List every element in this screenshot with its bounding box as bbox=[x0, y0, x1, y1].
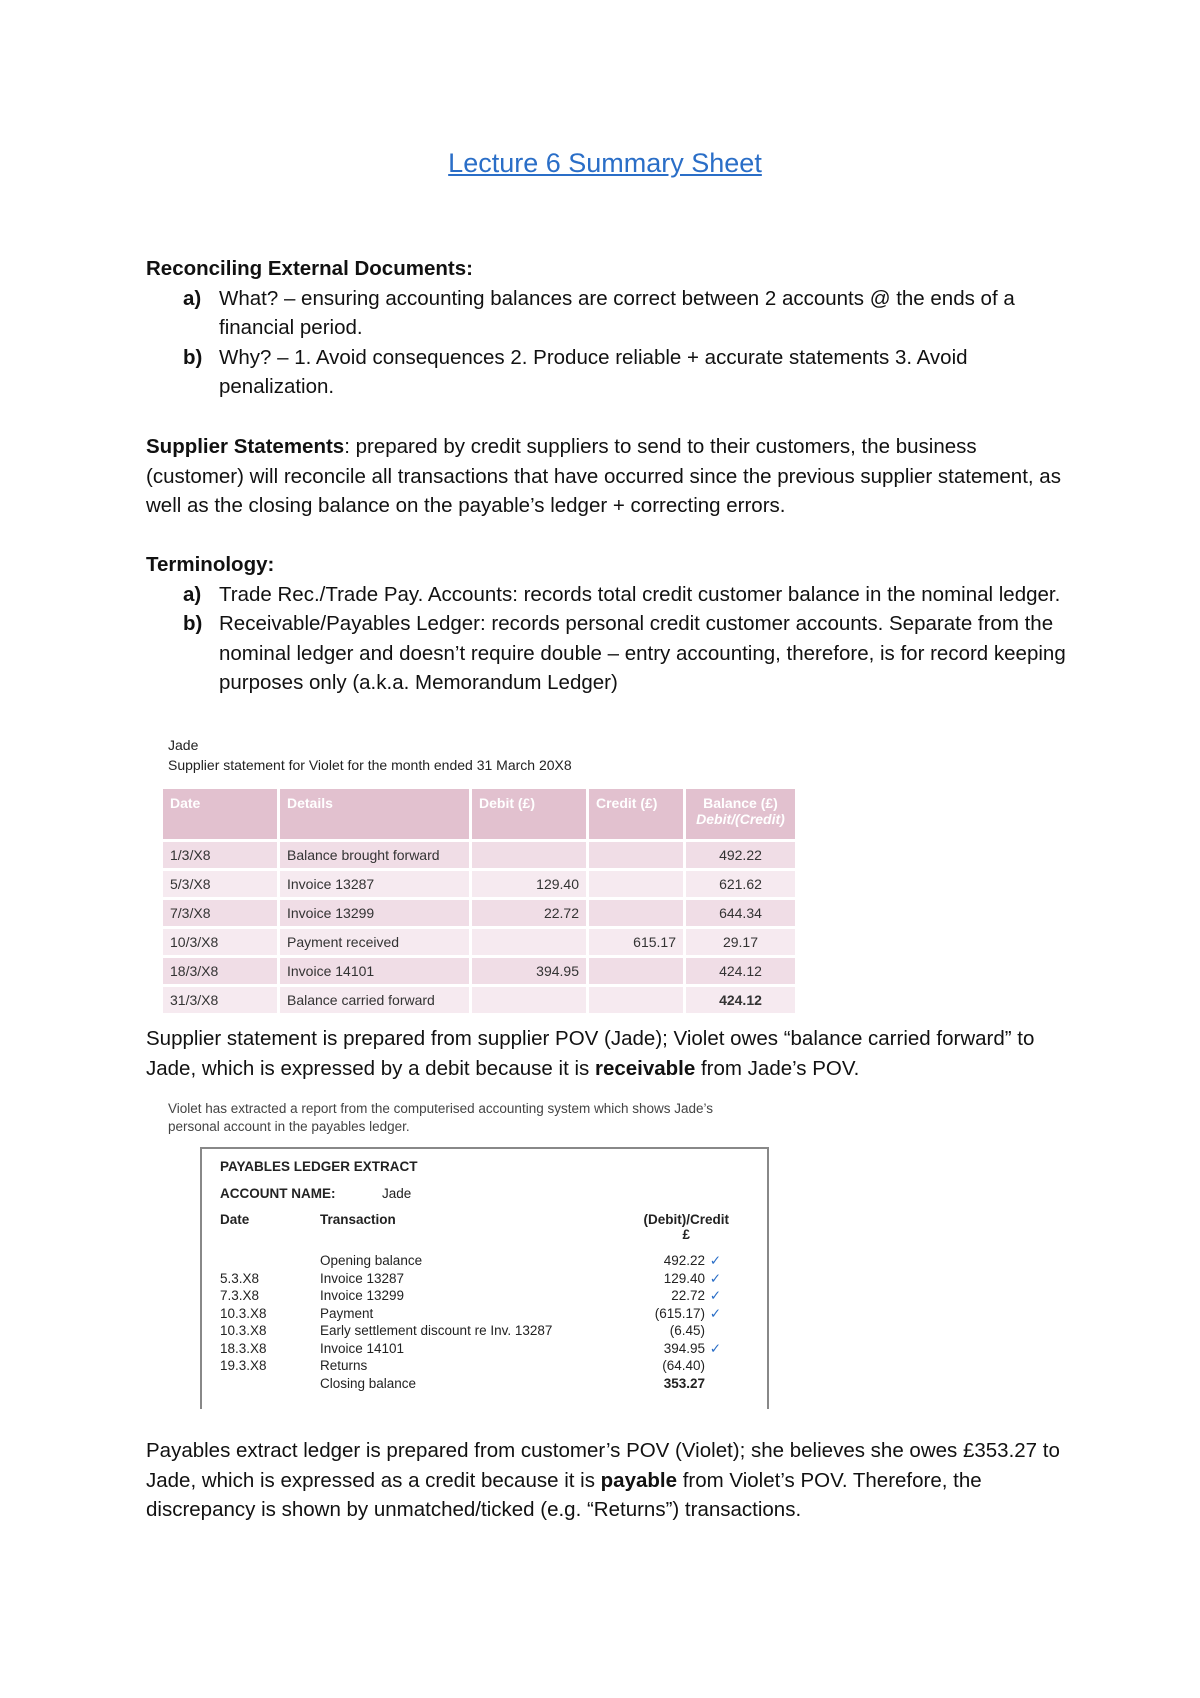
ledger-row bbox=[212, 1271, 757, 1289]
cell-date: 7.3.X8 bbox=[220, 1288, 260, 1303]
table-row bbox=[163, 929, 795, 955]
cell-amount: 129.40 bbox=[663, 1270, 705, 1286]
section-heading: Reconciling External Documents bbox=[146, 257, 467, 280]
header-credit: Credit (£) bbox=[589, 789, 683, 839]
cell-transaction: Payment bbox=[320, 1305, 374, 1321]
ledger-intro: Violet has extracted a report from the computerised accounting system which shows Jade’s bbox=[168, 1101, 714, 1116]
paragraph-customer-pov: Payables extract ledger is prepared from customer’s POV (Violet); she believes she owes £353.27 to Jade, which is expressed as a credit because it is payable from Violet’s POV. Therefore, the discrepancy is shown by unmatched/ticked (e.g. “Returns”) transactions. bbox=[146, 1439, 1060, 1521]
cell-debit: 22.72 bbox=[472, 900, 586, 926]
statement-supplier: Jade bbox=[168, 737, 199, 753]
supplier-section bbox=[146, 432, 1066, 521]
cell-details: Balance brought forward bbox=[280, 842, 469, 868]
cell-details: Invoice 13287 bbox=[280, 871, 469, 897]
paragraph-supplier-pov: Supplier statement is prepared from supplier POV (Jade); Violet owes “balance carried forward” to Jade, which is expressed by a debit because it is receivable from Jade’s POV. bbox=[146, 1027, 1035, 1080]
cell-date: 10/3/X8 bbox=[163, 929, 277, 955]
cell-transaction: Early settlement discount re Inv. 13287 bbox=[320, 1323, 553, 1338]
ledger-row bbox=[212, 1358, 757, 1376]
ledger-row bbox=[212, 1253, 757, 1271]
list-marker: b) bbox=[183, 345, 203, 369]
cell-amount: 492.22 bbox=[663, 1253, 705, 1268]
cell-date: 7/3/X8 bbox=[163, 900, 277, 926]
cell-date: 5.3.X8 bbox=[220, 1270, 260, 1286]
cell-credit bbox=[589, 871, 683, 897]
list-text: Trade Rec./Trade Pay. Accounts: records total credit customer balance in the nominal ledger. bbox=[219, 582, 1061, 606]
table-header-row bbox=[163, 789, 795, 839]
cell-date: 18.3.X8 bbox=[220, 1340, 267, 1356]
ledger-row bbox=[212, 1376, 757, 1394]
cell-transaction: Returns bbox=[320, 1358, 368, 1373]
supplier-statement-table bbox=[160, 786, 798, 1016]
cell-amount: 22.72 bbox=[671, 1288, 705, 1303]
section-heading: Terminology bbox=[146, 553, 268, 576]
ledger-row bbox=[212, 1288, 757, 1306]
list-marker: b) bbox=[183, 612, 203, 635]
cell-amount: (64.40) bbox=[662, 1358, 705, 1373]
cell-details: Balance carried forward bbox=[280, 987, 469, 1013]
cell-debit bbox=[472, 929, 586, 955]
cell-date: 10.3.X8 bbox=[220, 1305, 267, 1321]
statement-caption: Supplier statement for Violet for the month ended 31 March 20X8 bbox=[168, 757, 572, 773]
check-icon: ✓ bbox=[709, 1270, 721, 1286]
cell-debit: 394.95 bbox=[472, 958, 586, 984]
cell-balance: 644.34 bbox=[686, 900, 795, 926]
table-row bbox=[163, 871, 795, 897]
header-amount: (Debit)/Credit £ bbox=[643, 1212, 729, 1242]
list-text: Why? – 1. Avoid consequences 2. Produce reliable + accurate statements 3. Avoid penalization. bbox=[219, 345, 968, 398]
cell-credit bbox=[589, 900, 683, 926]
cell-transaction: Invoice 13299 bbox=[320, 1288, 405, 1303]
ledger-row bbox=[212, 1341, 757, 1359]
cell-debit bbox=[472, 987, 586, 1013]
ledger-intro: personal account in the payables ledger. bbox=[168, 1119, 410, 1134]
cell-date: 1/3/X8 bbox=[163, 842, 277, 868]
table-row bbox=[163, 987, 795, 1013]
header-debit: Debit (£) bbox=[472, 789, 586, 839]
cell-debit: 129.40 bbox=[472, 871, 586, 897]
header-details: Details bbox=[280, 789, 469, 839]
cell-date: 31/3/X8 bbox=[163, 987, 277, 1013]
list-item bbox=[146, 343, 1066, 402]
cell-balance: 424.12 bbox=[686, 958, 795, 984]
table-row bbox=[163, 900, 795, 926]
check-icon: ✓ bbox=[709, 1305, 721, 1321]
check-icon: ✓ bbox=[709, 1340, 721, 1356]
header-transaction: Transaction bbox=[320, 1212, 396, 1227]
check-icon: ✓ bbox=[709, 1253, 721, 1268]
payables-ledger-extract bbox=[200, 1147, 769, 1409]
cell-transaction: Opening balance bbox=[320, 1253, 423, 1268]
cell-transaction: Invoice 13287 bbox=[320, 1270, 405, 1286]
header-date: Date bbox=[220, 1212, 250, 1227]
reconciling-section: Reconciling External Documents: a) What? – ensuring accounting balances are correct between 2 accounts @ the ends of a financial period. b) Why? – 1. Avoid consequences 2. Produce reliable + accurate statements 3. Avoid penalization. bbox=[146, 254, 1066, 402]
section-heading: Supplier Statements bbox=[146, 435, 345, 458]
ledger-row bbox=[212, 1306, 757, 1324]
cell-date: 5/3/X8 bbox=[163, 871, 277, 897]
table-row bbox=[163, 842, 795, 868]
cell-credit: 615.17 bbox=[589, 929, 683, 955]
terminology-section: Terminology: a) Trade Rec./Trade Pay. Accounts: records total credit customer balance in the nominal ledger. b) Receivable/Payables Ledger: records personal credit customer accounts. Separate from the nominal ledger and doesn’t require double – entry accounting, therefore, is for record keeping purposes only (a.k.a. Memorandum Ledger) bbox=[146, 550, 1066, 698]
cell-amount: (615.17) bbox=[654, 1305, 705, 1321]
list-marker: a) bbox=[183, 286, 202, 310]
cell-transaction: Invoice 14101 bbox=[320, 1340, 405, 1356]
account-label: ACCOUNT NAME: bbox=[220, 1186, 336, 1201]
cell-amount: 353.27 bbox=[663, 1375, 705, 1391]
cell-balance: 29.17 bbox=[686, 929, 795, 955]
cell-amount: (6.45) bbox=[669, 1323, 705, 1338]
cell-date: 10.3.X8 bbox=[220, 1323, 267, 1338]
list-marker: a) bbox=[183, 582, 202, 606]
list-text: What? – ensuring accounting balances are correct between 2 accounts @ the ends of a financial period. bbox=[219, 286, 1015, 339]
cell-credit bbox=[589, 958, 683, 984]
ledger-row bbox=[212, 1323, 757, 1341]
cell-details: Invoice 14101 bbox=[280, 958, 469, 984]
list-text: Receivable/Payables Ledger: records personal credit customer accounts. Separate from the nominal ledger and doesn’t require double – entry accounting, therefore, is for record keeping purposes only (a.k.a. Memorandum Ledger) bbox=[219, 612, 1066, 694]
cell-details: Payment received bbox=[280, 929, 469, 955]
page-title: Lecture 6 Summary Sheet bbox=[448, 148, 762, 178]
cell-transaction: Closing balance bbox=[320, 1375, 417, 1391]
header-date: Date bbox=[163, 789, 277, 839]
check-icon: ✓ bbox=[709, 1288, 721, 1303]
cell-balance: 492.22 bbox=[686, 842, 795, 868]
cell-details: Invoice 13299 bbox=[280, 900, 469, 926]
cell-balance: 621.62 bbox=[686, 871, 795, 897]
cell-date: 18/3/X8 bbox=[163, 958, 277, 984]
cell-debit bbox=[472, 842, 586, 868]
list-item bbox=[146, 609, 1066, 698]
table-row bbox=[163, 958, 795, 984]
account-name: Jade bbox=[382, 1186, 412, 1201]
header-balance: Balance (£) Debit/(Credit) bbox=[686, 789, 795, 839]
list-item bbox=[146, 580, 1066, 610]
cell-balance: 424.12 bbox=[686, 987, 795, 1013]
ledger-title: PAYABLES LEDGER EXTRACT bbox=[220, 1159, 418, 1174]
cell-credit bbox=[589, 842, 683, 868]
cell-date: 19.3.X8 bbox=[220, 1358, 267, 1373]
list-item bbox=[146, 284, 1066, 343]
paragraph-text: : prepared by credit suppliers to send to their customers, the business (customer) will reconcile all transactions that have occurred since the previous supplier statement, as well as the closing balance on the payable’s ledger + correcting errors. bbox=[146, 435, 1061, 517]
cell-credit bbox=[589, 987, 683, 1013]
cell-amount: 394.95 bbox=[663, 1340, 705, 1356]
